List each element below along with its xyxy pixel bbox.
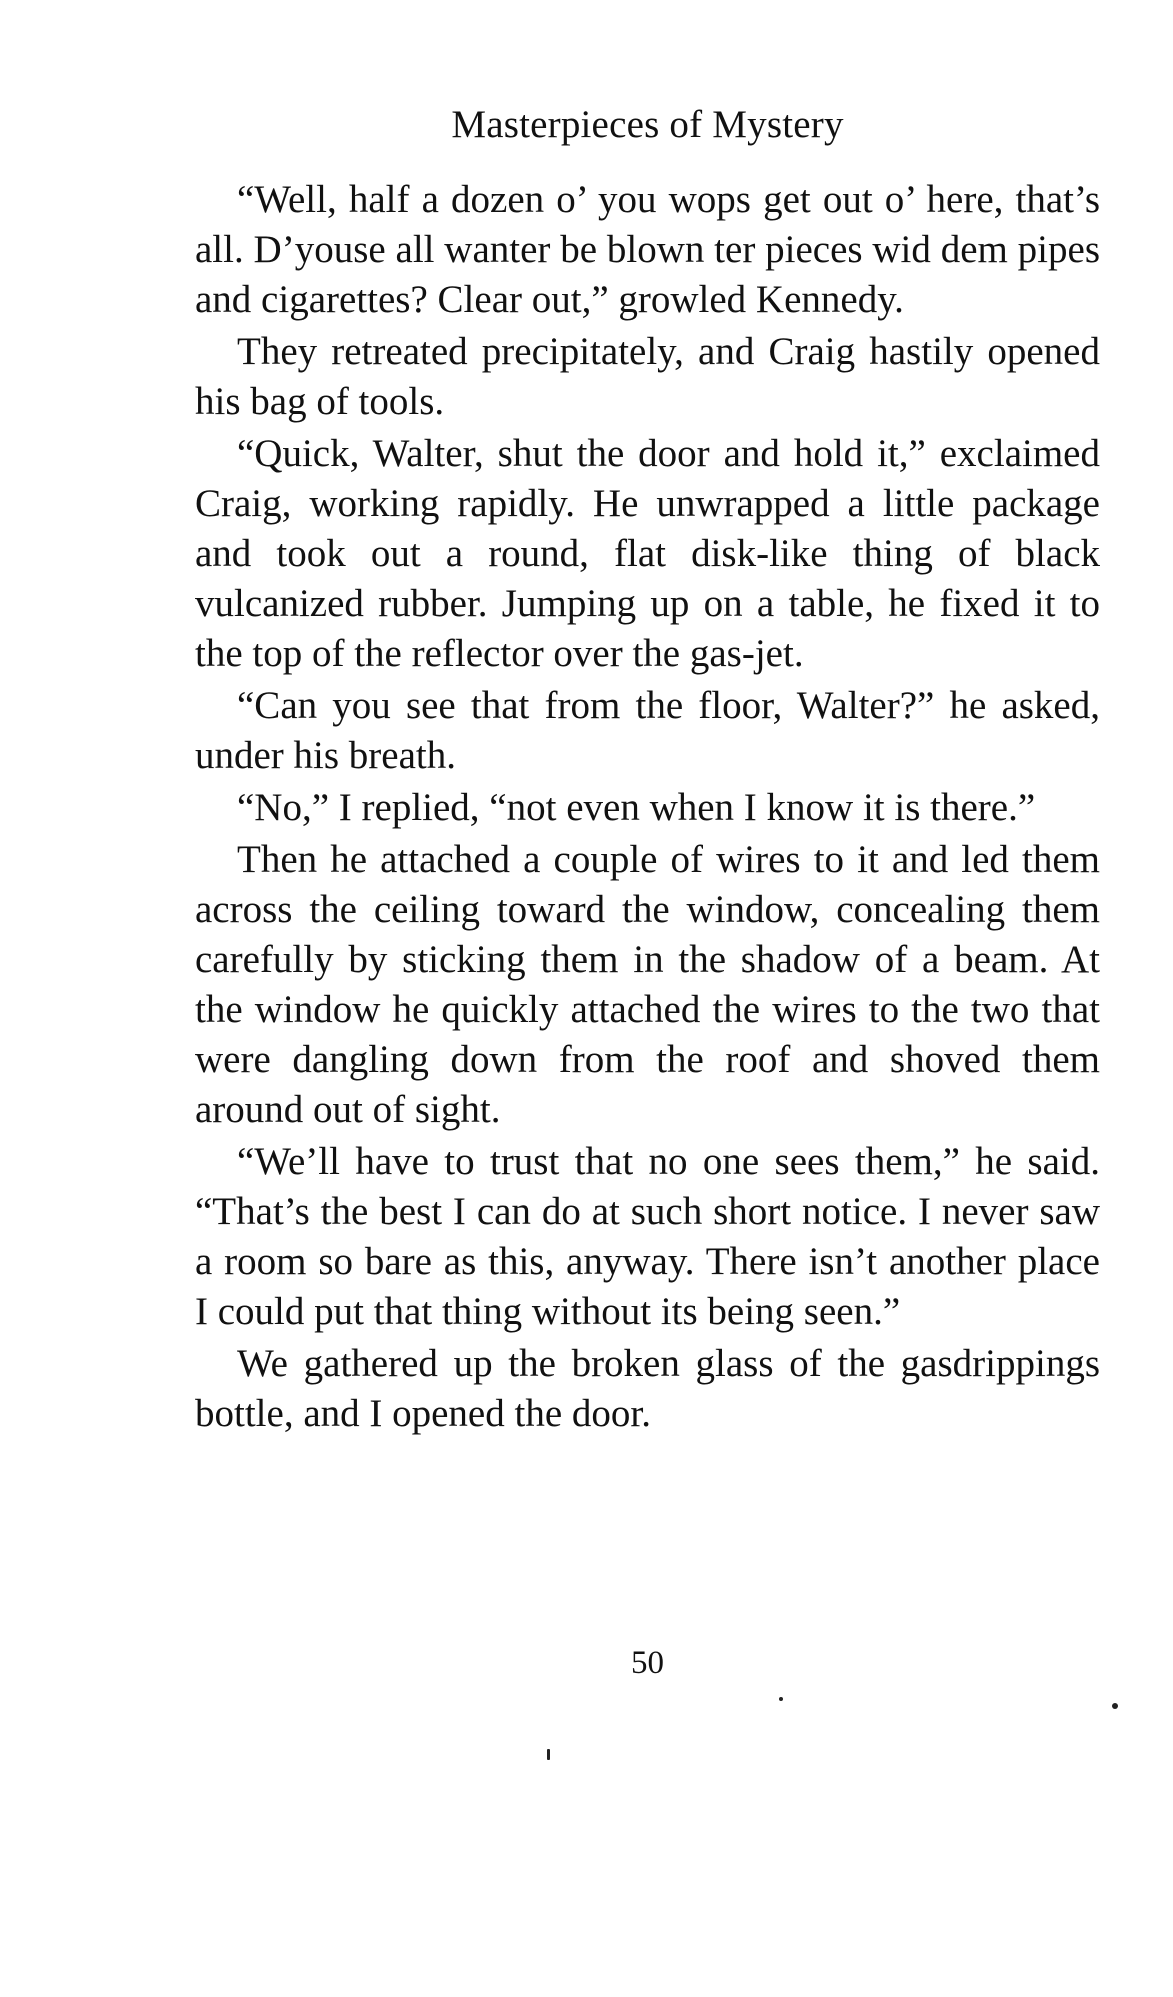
paragraph: “Can you see that from the floor, Walter?” he asked, under his breath. [195,684,1100,777]
paragraph: We gathered up the broken glass of the gasdrippings bottle, and I opened the door. [195,1342,1100,1435]
body-text [195,175,1100,1441]
scan-speck [1112,1703,1118,1709]
scan-speck [779,1697,783,1701]
running-head: Masterpieces of Mystery [451,103,844,146]
scan-speck [547,1749,550,1760]
paragraph: “Well, half a dozen o’ you wops get out o’ here, that’s all. D’youse all wanter be blown ter pieces wid dem pipes and cigarettes? Clear out,” growled Kennedy. [195,178,1100,321]
paragraph: Then he attached a couple of wires to it and led them across the ceiling toward the window, concealing them carefully by sticking them in the shadow of a beam. At the window he quickly attached the wires to the two that were dangling down from the roof and shoved them around out of sight. [195,838,1100,1131]
paragraph: They retreated precipitately, and Craig hastily opened his bag of tools. [195,330,1100,423]
paragraph: “We’ll have to trust that no one sees them,” he said. “That’s the best I can do at such short notice. I never saw a room so bare as this, anyway. There isn’t another place I could put that thing without its being seen.” [195,1140,1100,1333]
paragraph: “Quick, Walter, shut the door and hold it,” exclaimed Craig, working rapidly. He unwrapped a little package and took out a round, flat disk-like thing of black vulcanized rubber. Jumping up on a table, he fixed it to the top of the reflector over the gas-jet. [195,432,1100,675]
page-number: 50 [631,1645,664,1681]
paragraph: “No,” I replied, “not even when I know it is there.” [237,786,1036,829]
